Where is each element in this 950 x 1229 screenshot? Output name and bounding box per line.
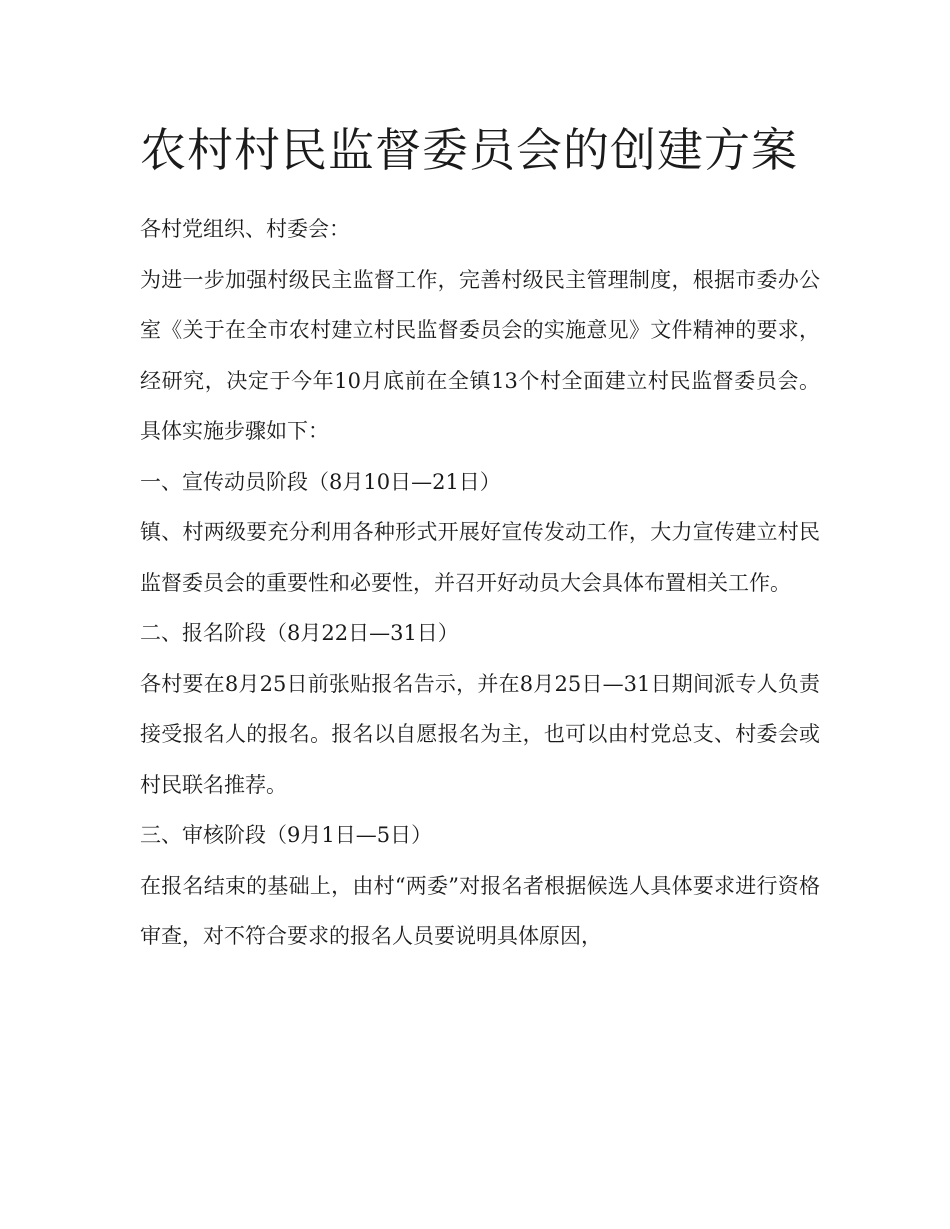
review-paragraph: 在报名结束的基础上，由村“两委”对报名者根据候选人具体要求进行资格审查，对不符合要求的报名人员要说明具体原因， — [140, 873, 820, 948]
publicity-paragraph: 镇、村两级要充分利用各种形式开展好宣传发动工作，大力宣传建立村民监督委员会的重要性和必要性，并召开好动员大会具体布置相关工作。 — [140, 520, 820, 595]
section-heading-review: 三、审核阶段（9月1日—5日） — [140, 823, 433, 847]
section-heading-publicity: 一、宣传动员阶段（8月10日—21日） — [140, 469, 501, 494]
document-title: 农村村民监督委员会的创建方案 — [140, 123, 798, 177]
section-heading-registration: 二、报名阶段（8月22日—31日） — [140, 621, 459, 645]
salutation-paragraph: 各村党组织、村委会： — [140, 217, 350, 241]
intro-paragraph: 为进一步加强村级民主监督工作，完善村级民主管理制度，根据市委办公室《关于在全市农村建立村民监督委员会的实施意见》文件精神的要求，经研究，决定于今年10月底前在全镇13个村全面建立村民监督委员会。具体实施步骤如下： — [140, 267, 820, 443]
registration-paragraph: 各村要在8月25日前张贴报名告示，并在8月25日—31日期间派专人负责接受报名人的报名。报名以自愿报名为主，也可以由村党总支、村委会或村民联名推荐。 — [140, 671, 820, 797]
document-page — [140, 112, 820, 962]
